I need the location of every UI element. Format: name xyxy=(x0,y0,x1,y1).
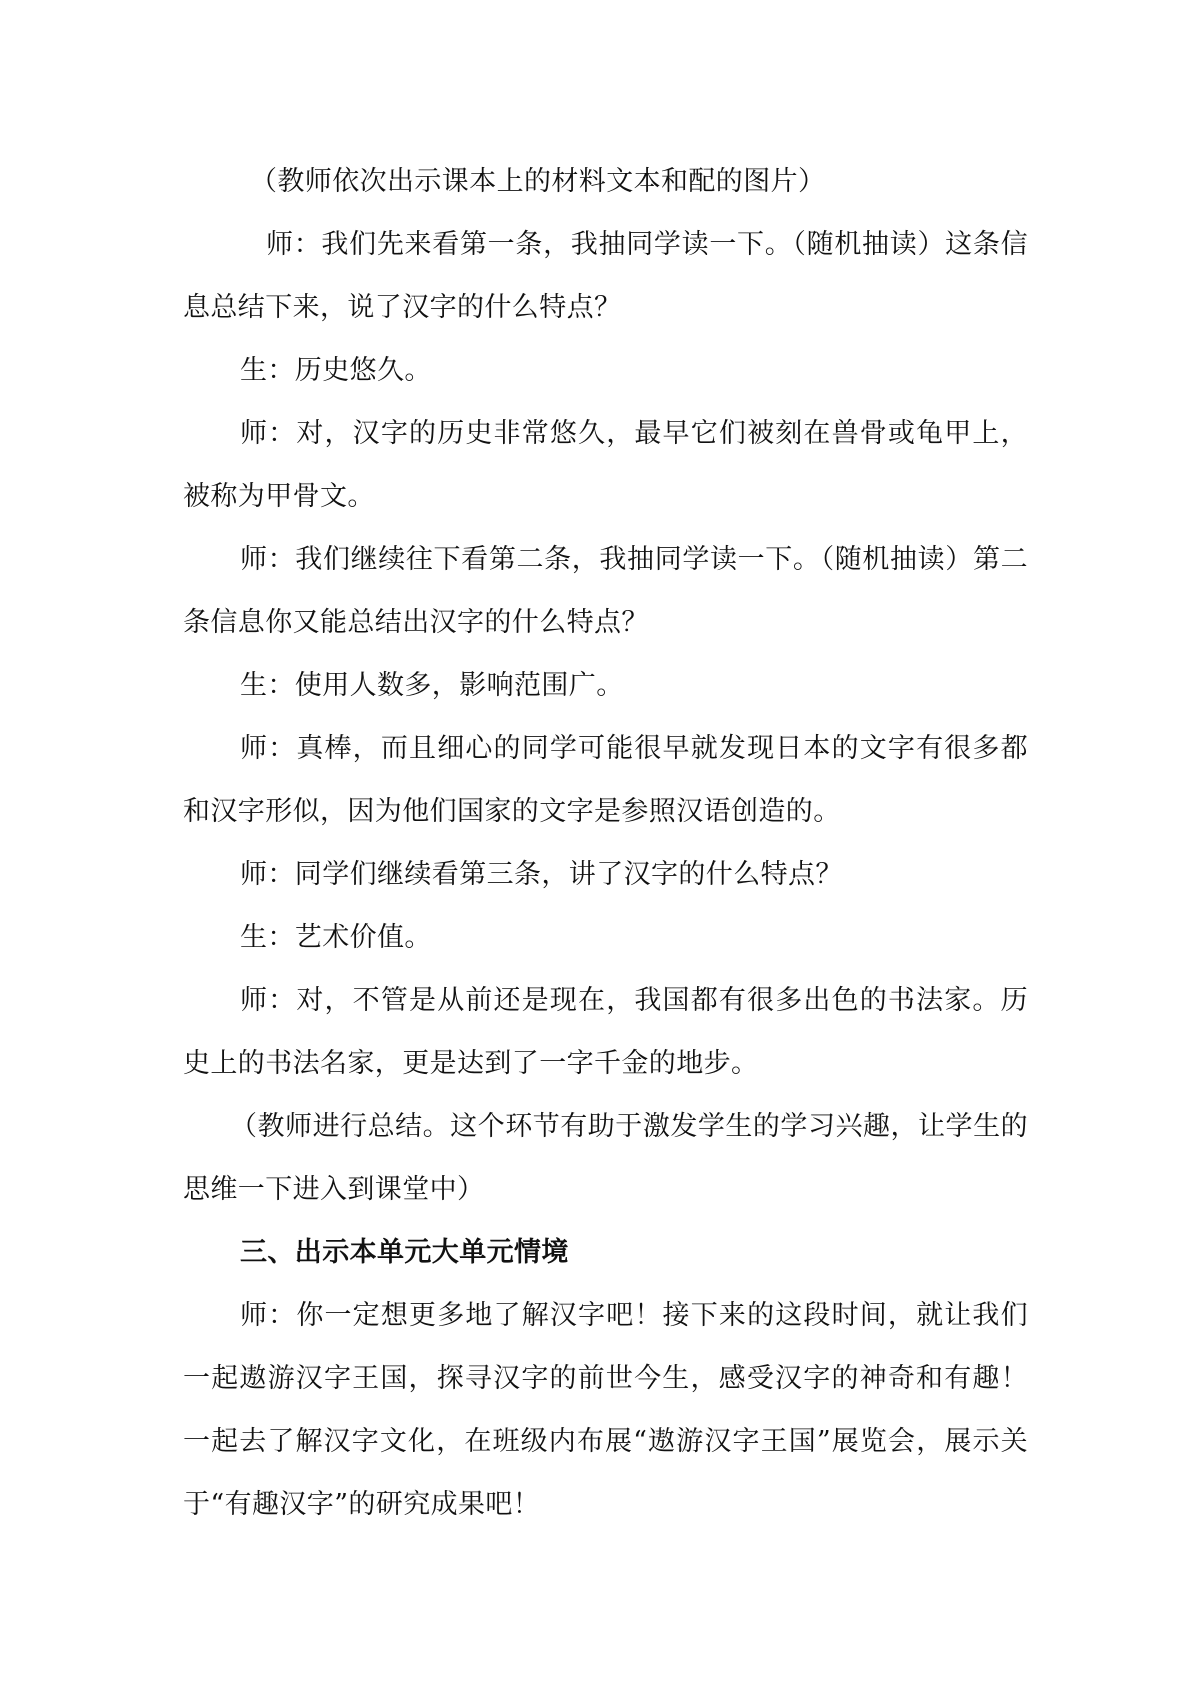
paragraph-teacher-third-item: 师：同学们继续看第三条，讲了汉字的什么特点？ xyxy=(240,859,843,890)
paragraph-student-usage: 生：使用人数多，影响范围广。 xyxy=(240,670,624,701)
paragraph-teacher-unit-context: 师：你一定想更多地了解汉字吧！接下来的这段时间，就让我们一起遨游汉字王国，探寻汉字的前世今生，感受汉字的神奇和有趣！一起去了解汉字文化，在班级内布展“遨游汉字王国”展览会，展示关于“有趣汉字”的研究成果吧！ xyxy=(183,1300,1028,1520)
paragraph-teacher-second-item: 师：我们继续往下看第二条，我抽同学读一下。（随机抽读）第二条信息你又能总结出汉字的什么特点？ xyxy=(183,544,1028,638)
paragraph-materials-note: （教师依次出示课本上的材料文本和配的图片） xyxy=(250,166,826,197)
paragraph-teacher-japanese: 师：真棒，而且细心的同学可能很早就发现日本的文字有很多都和汉字形似，因为他们国家的文字是参照汉语创造的。 xyxy=(183,733,1028,827)
paragraph-student-art: 生：艺术价值。 xyxy=(240,922,432,953)
paragraph-teacher-calligraphy: 师：对，不管是从前还是现在，我国都有很多出色的书法家。历史上的书法名家，更是达到了一字千金的地步。 xyxy=(183,985,1028,1079)
paragraph-student-history: 生：历史悠久。 xyxy=(240,355,432,386)
section-heading: 三、出示本单元大单元情境 xyxy=(240,1237,569,1268)
document-body xyxy=(183,150,1028,1536)
paragraph-teacher-summary: （教师进行总结。这个环节有助于激发学生的学习兴趣，让学生的思维一下进入到课堂中） xyxy=(183,1111,1028,1205)
paragraph-teacher-oracle-bone: 师：对，汉字的历史非常悠久，最早它们被刻在兽骨或龟甲上，被称为甲骨文。 xyxy=(183,418,1028,512)
paragraph-teacher-first-item: 师：我们先来看第一条，我抽同学读一下。（随机抽读）这条信息总结下来，说了汉字的什么特点？ xyxy=(183,229,1028,323)
